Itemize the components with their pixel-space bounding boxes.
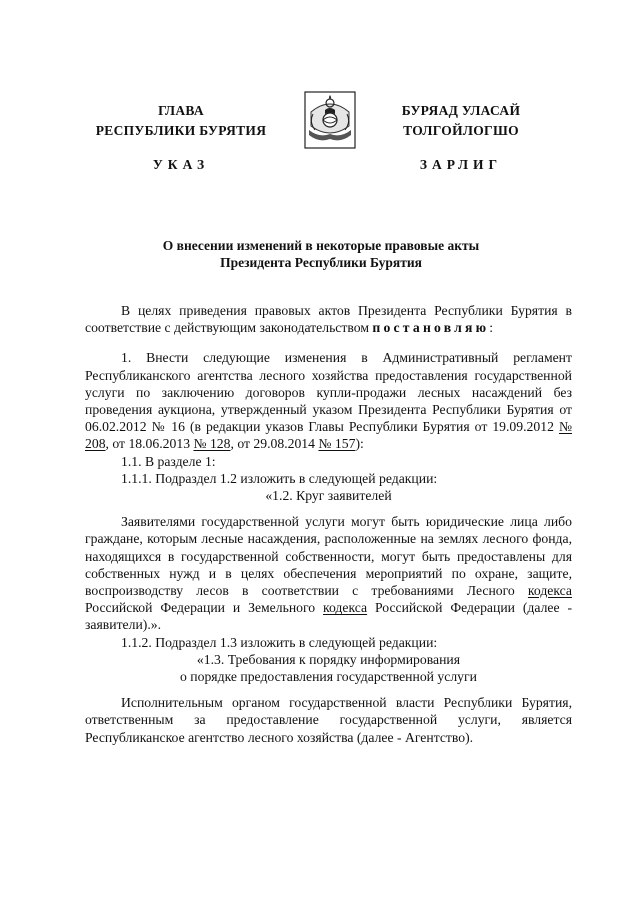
- subsection-1-2-text-a: Заявителями государственной услуги могут быть юридические лица либо граждане, которым лесные насаждения, расположенные на землях лесного фонда, находящихся в государственной собственности, могут быть предоставлены для собственных нужд и в целях обеспечения мероприятий по охране, защите, воспроизводству лесов в соответствии с требованиями Лесного: [85, 514, 572, 599]
- item-1-paragraph: [85, 349, 572, 452]
- decree-label-russian: УКАЗ: [152, 157, 210, 172]
- document-body: [85, 302, 572, 746]
- item-1-1-2: 1.1.2. Подраздел 1.3 изложить в следующей редакции:: [121, 634, 438, 650]
- header-left-subtitle: РЕСПУБЛИКИ БУРЯТИЯ: [95, 123, 267, 138]
- decree-ref-157-link[interactable]: № 157: [318, 436, 356, 452]
- document-title-line1: О внесении изменений в некоторые правовые акты: [162, 238, 480, 253]
- coat-of-arms-icon: [303, 90, 357, 150]
- item-1-1-1: 1.1.1. Подраздел 1.2 изложить в следующей редакции:: [121, 470, 438, 486]
- subsection-1-2-heading: «1.2. Круг заявителей: [265, 488, 392, 504]
- resolve-word: постановляю: [372, 320, 490, 336]
- item-1-mid2: , от 29.08.2014: [230, 436, 319, 452]
- intro-colon: :: [489, 320, 494, 336]
- document-title: [60, 237, 582, 271]
- intro-paragraph: [85, 302, 572, 336]
- land-code-link[interactable]: кодекса: [323, 600, 368, 616]
- header-left-title: ГЛАВА: [158, 103, 204, 118]
- item-1-1: 1.1. В разделе 1:: [121, 453, 216, 469]
- header-right-title: БУРЯАД УЛАСАЙ: [401, 103, 521, 118]
- subsection-1-2-text-b: Российской Федерации и Земельного: [85, 600, 324, 616]
- document-title-line2: Президента Республики Бурятия: [220, 255, 422, 270]
- header-right-subtitle: ТОЛГОЙЛОГШО: [403, 123, 519, 138]
- header-right: [358, 101, 564, 141]
- subsection-1-2-paragraph: [85, 513, 572, 633]
- intro-text: В целях приведения правовых актов Президента Республики Бурятия в соответствие с действующим законодательством: [85, 303, 572, 336]
- item-1-end: ):: [355, 436, 364, 452]
- decree-ref-128-link[interactable]: № 128: [193, 436, 231, 452]
- subsection-1-2-text-c: Российской Федерации (далее - заявители).».: [85, 600, 573, 633]
- forest-code-link[interactable]: кодекса: [527, 583, 572, 599]
- decree-ref-208-link[interactable]: № 208: [85, 419, 572, 452]
- subsection-1-3-paragraph: Исполнительным органом государственной власти Республики Бурятия, ответственным за предоставление государственной услуги, является Республиканское агентство лесного хозяйства (далее - Агентство).: [85, 695, 572, 745]
- header-left: [78, 101, 284, 141]
- subsection-1-3-heading-line1: «1.3. Требования к порядку информирования: [196, 651, 461, 667]
- decree-label-buryat: ЗАРЛИГ: [419, 157, 503, 172]
- item-1-text: 1. Внести следующие изменения в Административный регламент Республиканского агентства лесного хозяйства предоставления государственной услуги по заключению договоров купли-продажи лесных насаждений без проведения аукциона, утвержденный указом Президента Республики Бурятия от 06.02.2012 № 16 (в редакции указов Главы Республики Бурятия от 19.09.2012: [85, 350, 572, 435]
- item-1-mid1: , от 18.06.2013: [105, 436, 194, 452]
- subsection-1-3-heading-line2: о порядке предоставления государственной услуги: [180, 669, 477, 685]
